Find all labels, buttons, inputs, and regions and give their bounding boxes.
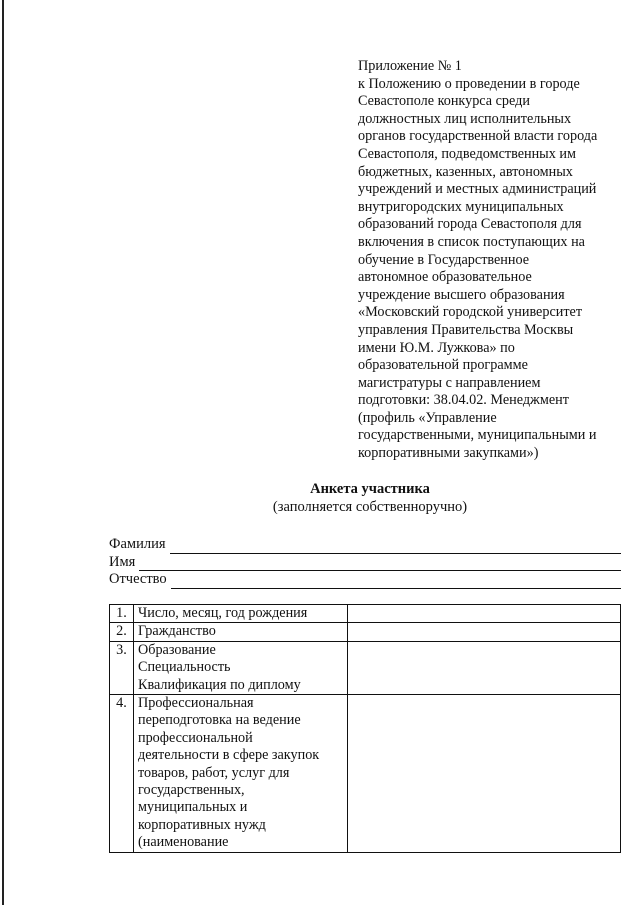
appendix-line: корпоративными закупками») xyxy=(358,445,539,462)
question-line: корпоративных нужд xyxy=(138,816,266,833)
appendix-line: образовательной программе xyxy=(358,357,528,374)
name-label: Имя xyxy=(109,553,136,570)
appendix-line: магистратуры с направлением xyxy=(358,374,541,391)
answer-cell[interactable] xyxy=(348,641,621,694)
appendix-line: Севастополе конкурса среди xyxy=(358,93,530,110)
table-row xyxy=(110,623,621,641)
name-fields xyxy=(109,536,621,589)
question-line: Специальность xyxy=(138,659,231,676)
form-title: Анкета участника xyxy=(310,481,430,497)
appendix-line: (профиль «Управление xyxy=(358,409,497,426)
row-question xyxy=(134,695,348,853)
question-line: товаров, работ, услуг для xyxy=(138,764,290,781)
appendix-line: автономное образовательное xyxy=(358,269,532,286)
answer-cell[interactable] xyxy=(348,623,621,641)
appendix-line: образований города Севастополя для xyxy=(358,216,582,233)
question-line: государственных, xyxy=(138,782,245,799)
appendix-line: должностных лиц исполнительных xyxy=(358,110,572,127)
appendix-line: государственными, муниципальными и xyxy=(358,427,597,444)
appendix-line: к Положению о проведении в городе xyxy=(358,75,580,92)
page-edge-line xyxy=(2,0,4,905)
appendix-line: Приложение № 1 xyxy=(358,58,462,74)
question-line: (наименование xyxy=(138,834,229,851)
question-line: Гражданство xyxy=(138,623,216,640)
question-line: муниципальных и xyxy=(138,799,248,816)
appendix-line: внутригородских муниципальных xyxy=(358,198,564,215)
question-line: Число, месяц, год рождения xyxy=(138,605,308,621)
appendix-line: управления Правительства Москвы xyxy=(358,321,574,338)
appendix-line: имени Ю.М. Лужкова» по xyxy=(358,339,515,356)
table-row xyxy=(110,605,621,623)
answer-cell[interactable] xyxy=(348,605,621,623)
row-question xyxy=(134,623,348,641)
question-line: Профессиональная xyxy=(138,695,254,712)
surname-field[interactable] xyxy=(170,539,622,554)
question-line: Квалификация по диплому xyxy=(138,676,301,693)
appendix-line: учреждений и местных администраций xyxy=(358,181,597,198)
name-field[interactable] xyxy=(139,556,621,571)
appendix-line: Севастополя, подведомственных им xyxy=(358,145,576,162)
form-subtitle: (заполняется собственноручно) xyxy=(272,499,468,515)
form-title-block xyxy=(0,480,640,516)
patronymic-row xyxy=(109,571,621,589)
row-number: 3. xyxy=(110,641,134,694)
question-line: Образование xyxy=(138,641,216,658)
table-row xyxy=(110,641,621,694)
appendix-line: включения в список поступающих на xyxy=(358,233,585,250)
row-question xyxy=(134,641,348,694)
appendix-line: бюджетных, казенных, автономных xyxy=(358,163,573,180)
row-number: 2. xyxy=(110,623,134,641)
question-line: деятельности в сфере закупок xyxy=(138,747,320,764)
appendix-line: подготовки: 38.04.02. Менеджмент xyxy=(358,392,569,409)
appendix-header xyxy=(358,58,630,463)
answer-cell[interactable] xyxy=(348,695,621,853)
patronymic-field[interactable] xyxy=(171,574,621,589)
question-line: переподготовка на ведение xyxy=(138,712,301,729)
patronymic-label: Отчество xyxy=(109,571,167,588)
appendix-line: органов государственной власти города xyxy=(358,128,598,145)
name-row xyxy=(109,554,621,572)
appendix-line: обучение в Государственное xyxy=(358,251,530,268)
table-row xyxy=(110,695,621,853)
surname-label: Фамилия xyxy=(109,536,166,552)
row-number: 4. xyxy=(110,695,134,853)
question-line: профессиональной xyxy=(138,729,253,746)
row-number: 1. xyxy=(110,605,134,623)
surname-row xyxy=(109,536,621,554)
appendix-line: учреждение высшего образования xyxy=(358,286,565,303)
row-question xyxy=(134,605,348,623)
questionnaire-table xyxy=(109,604,621,853)
appendix-line: «Московский городской университет xyxy=(358,304,583,321)
